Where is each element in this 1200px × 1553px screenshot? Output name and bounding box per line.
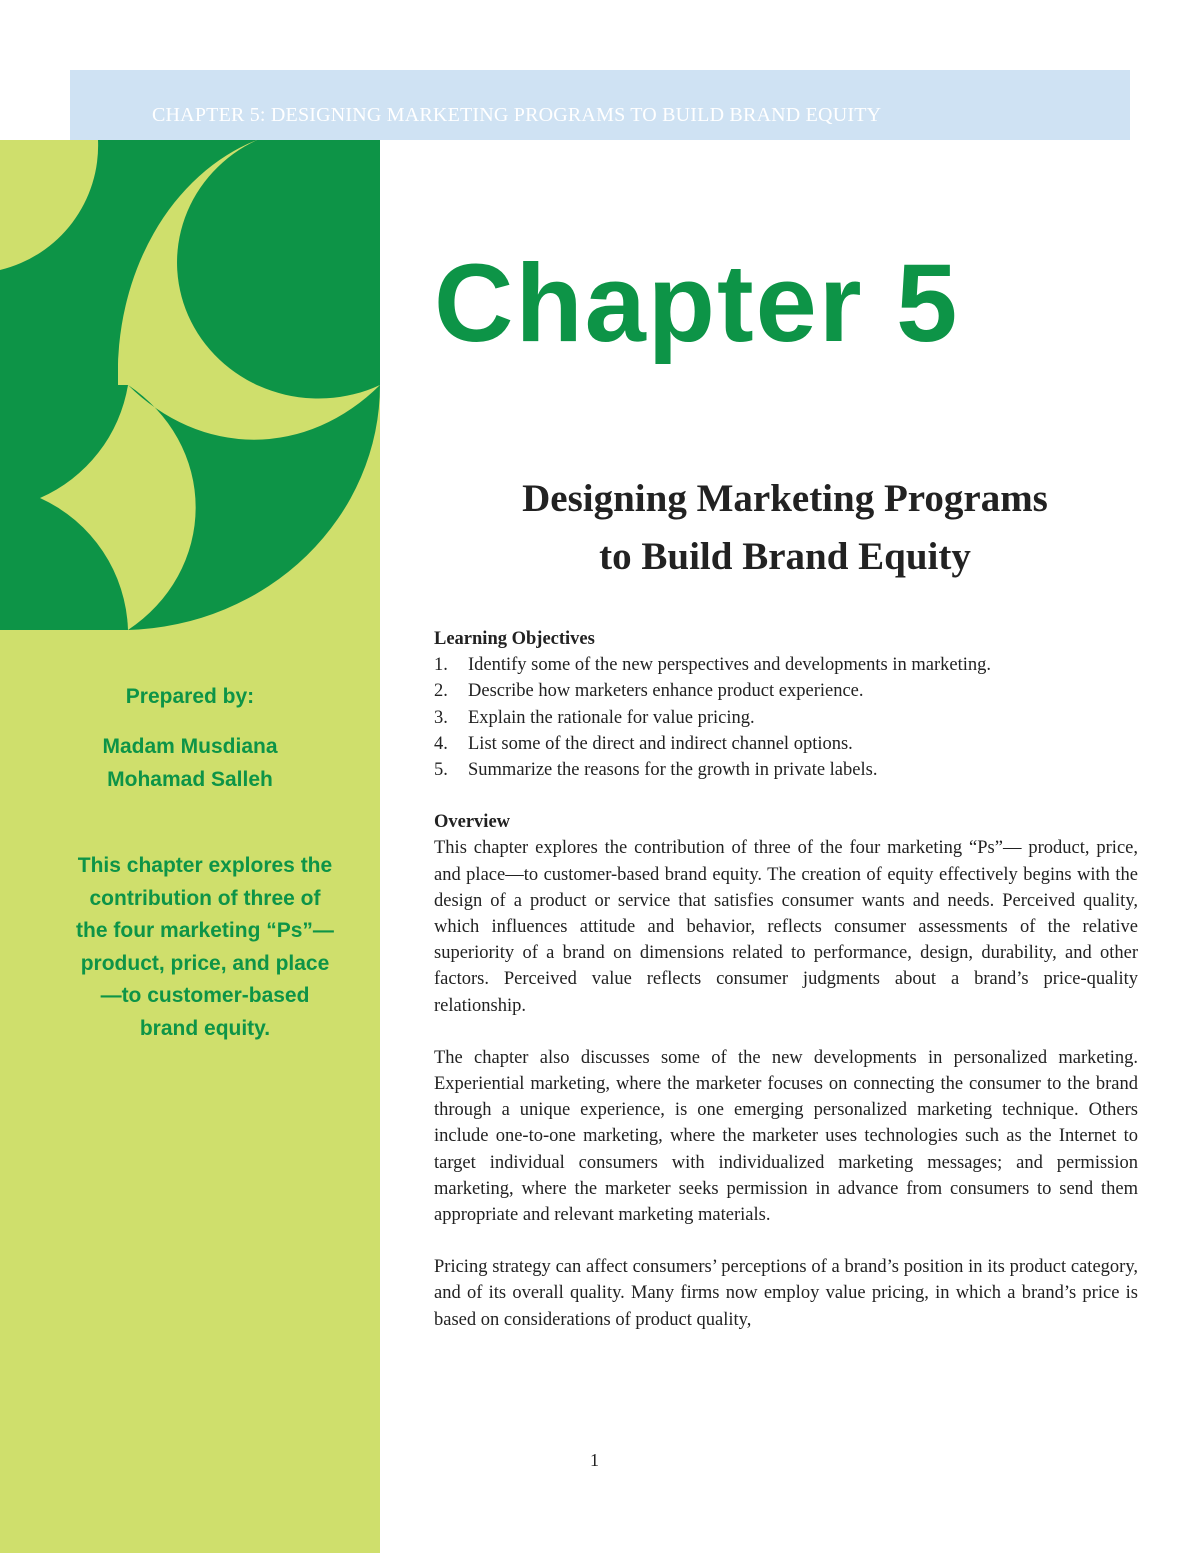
decorative-graphic <box>0 140 380 630</box>
list-item <box>434 757 1138 783</box>
list-item-number: 5. <box>434 760 448 781</box>
author-line-1: Madam Musdiana <box>102 735 278 758</box>
author-line-2: Mohamad Salleh <box>107 768 273 791</box>
chapter-number: Chapter 5 <box>434 242 960 365</box>
list-item-number: 3. <box>434 707 448 728</box>
decor-shape-top-left <box>0 140 118 385</box>
overview-paragraph-3: Pricing strategy can affect consumers’ perceptions of a brand’s position in its product category, and of its overall quality. Many firms now employ value pricing, in which a brand’s price is based on considerations of product quality, <box>434 1257 1138 1330</box>
objectives-list <box>434 652 1138 783</box>
running-title: CHAPTER 5: DESIGNING MARKETING PROGRAMS TO BUILD BRAND EQUITY <box>152 104 882 126</box>
list-item-text: List some of the direct and indirect channel options. <box>468 733 853 754</box>
list-item-text: Summarize the reasons for the growth in private labels. <box>468 760 878 781</box>
decor-shape-bottom-left <box>0 385 128 630</box>
chapter-title <box>430 470 1140 586</box>
overview-paragraph-1: This chapter explores the contribution of three of the four marketing “Ps”— product, price, and place—to customer-based brand equity. The creation of equity effectively begins with the design of a product or service that satisfies consumer wants and needs. Perceived quality, which influences attitude and behavior, reflects consumer assessments of the relative superiority of a brand on dimensions related to performance, design, durability, and other factors. Perceived value reflects consumer judgments about a brand’s price-quality relationship. <box>434 838 1138 1016</box>
list-item <box>434 705 1138 731</box>
spacer <box>434 1019 1138 1045</box>
overview-heading: Overview <box>434 812 511 833</box>
author-name <box>0 730 380 796</box>
page-number: 1 <box>590 1450 599 1470</box>
spacer <box>434 783 1138 809</box>
spacer <box>434 1228 1138 1254</box>
list-item <box>434 652 1138 678</box>
list-item-text: Identify some of the new perspectives and developments in marketing. <box>468 655 991 676</box>
chapter-title-line-2: to Build Brand Equity <box>599 535 971 578</box>
list-item-text: Explain the rationale for value pricing. <box>468 707 755 728</box>
decor-shape-bottom-mid <box>128 385 380 630</box>
list-item-number: 2. <box>434 681 448 702</box>
overview-paragraph-2: The chapter also discusses some of the new developments in personalized marketing. Experiential marketing, where the marketer focuses on connecting the consumer to the brand through a unique experience, is one emerging personalized marketing technique. Others include one-to-one marketing, where the marketer uses technologies such as the Internet to target individual consumers with individualized marketing messages; and permission marketing, where the marketer seeks permission in advance from consumers to send them appropriate and relevant marketing materials. <box>434 1047 1138 1226</box>
list-item-text: Describe how marketers enhance product experience. <box>468 681 864 702</box>
chapter-title-line-1: Designing Marketing Programs <box>522 477 1048 520</box>
learning-objectives-heading: Learning Objectives <box>434 629 595 649</box>
prepared-by-label: Prepared by: <box>125 685 255 708</box>
list-item <box>434 731 1138 757</box>
list-item-number: 1. <box>434 655 448 676</box>
main-content <box>434 626 1138 1333</box>
decor-shape-top-right <box>177 140 380 399</box>
list-item <box>434 678 1138 704</box>
chapter-summary: This chapter explores the contribution of three of the four marketing “Ps”— product, price, and place—to customer-based brand equity. <box>76 854 334 1040</box>
list-item-number: 4. <box>434 733 448 754</box>
sidebar <box>0 140 380 1553</box>
